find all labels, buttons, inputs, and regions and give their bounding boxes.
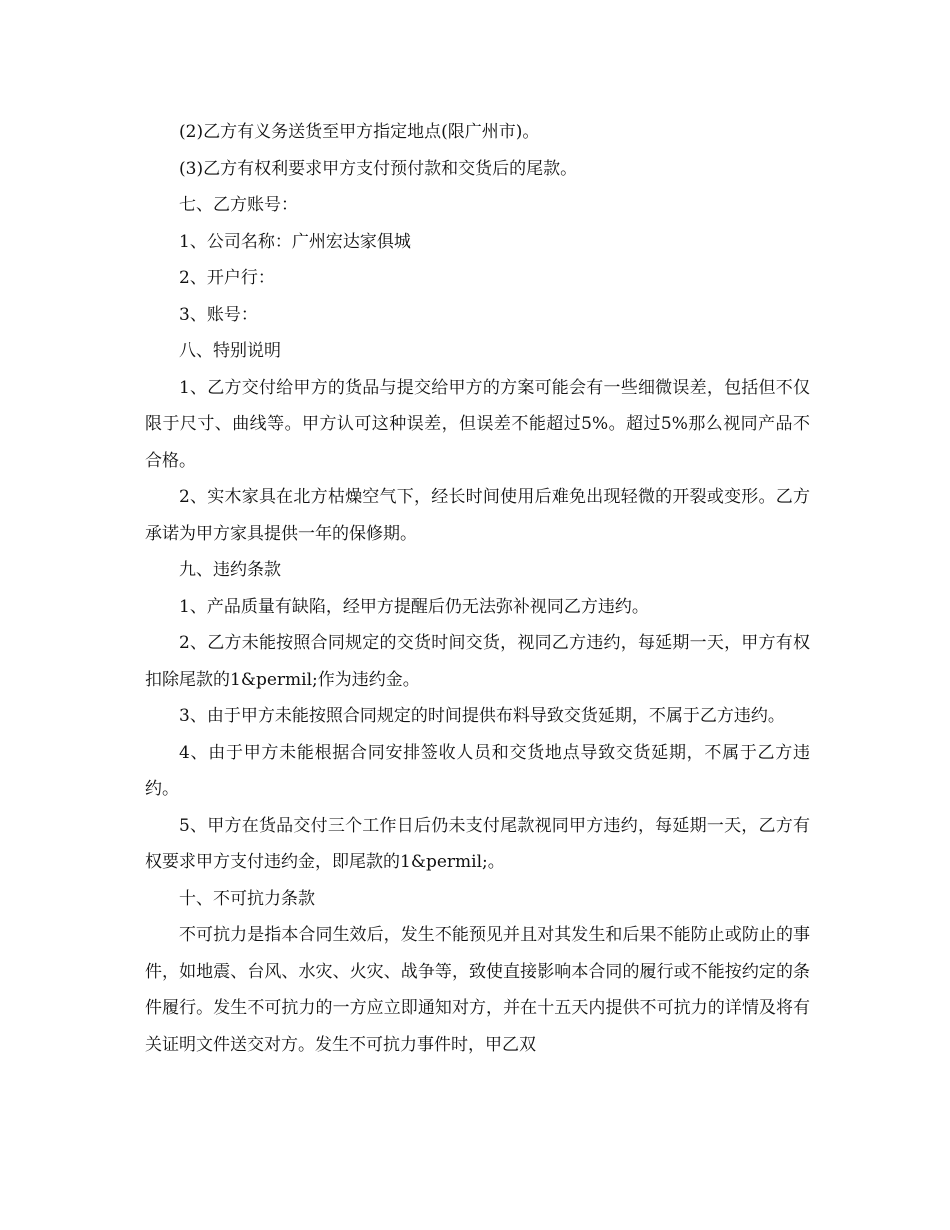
paragraph: 2、实木家具在北方枯燥空气下，经长时间使用后难免出现轻微的开裂或变形。乙方承诺为甲方家具提供一年的保修期。: [145, 487, 810, 544]
document-body: [145, 114, 810, 1063]
section-heading: 十、不可抗力条款: [179, 888, 315, 909]
section-heading: 九、违约条款: [179, 560, 281, 580]
paragraph: 4、由于甲方未能根据合同安排签收人员和交货地点导致交货延期，不属于乙方违约。: [145, 742, 810, 799]
paragraph: 2、开户行：: [179, 268, 275, 288]
paragraph: (2)乙方有义务送货至甲方指定地点(限广州市)。: [179, 122, 540, 142]
paragraph: 2、乙方未能按照合同规定的交货时间交货，视同乙方违约，每延期一天，甲方有权扣除尾款的1&permil;作为违约金。: [145, 633, 810, 690]
paragraph: 1、公司名称：广州宏达家俱城: [179, 231, 411, 252]
paragraph: 5、甲方在货品交付三个工作日后仍未支付尾款视同甲方违约，每延期一天，乙方有权要求甲方支付违约金，即尾款的1&permil;。: [145, 815, 810, 872]
paragraph: 1、乙方交付给甲方的货品与提交给甲方的方案可能会有一些细微误差，包括但不仅限于尺寸、曲线等。甲方认可这种误差，但误差不能超过5%。超过5%那么视同产品不合格。: [145, 377, 810, 471]
paragraph: 不可抗力是指本合同生效后，发生不能预见并且对其发生和后果不能防止或防止的事件，如地震、台风、水灾、火灾、战争等，致使直接影响本合同的履行或不能按约定的条件履行。发生不可抗力的一方应立即通知对方，并在十五天内提供不可抗力的详情及将有关证明文件送交对方。发生不可抗力事件时，甲乙双: [145, 925, 810, 1055]
paragraph: 1、产品质量有缺陷，经甲方提醒后仍无法弥补视同乙方违约。: [179, 596, 649, 617]
section-heading: 八、特别说明: [179, 341, 281, 361]
paragraph: 3、账号：: [179, 304, 258, 325]
paragraph: 3、由于甲方未能按照合同规定的时间提供布料导致交货延期，不属于乙方违约。: [179, 706, 785, 726]
section-heading: 七、乙方账号：: [179, 195, 298, 215]
paragraph: (3)乙方有权利要求甲方支付预付款和交货后的尾款。: [179, 158, 578, 179]
